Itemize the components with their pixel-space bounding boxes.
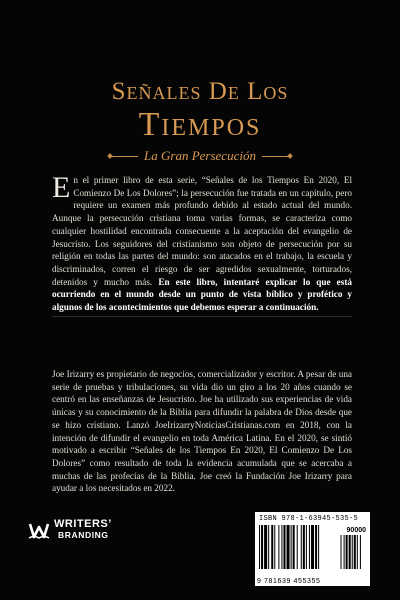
right-ornament-icon: [262, 154, 292, 158]
publisher-line-1: WRITERS’: [54, 518, 112, 530]
publisher-name: [54, 519, 112, 541]
barcode-number: 9 781639 455355: [257, 578, 321, 585]
section-divider: [52, 316, 352, 317]
title-block: [0, 78, 400, 164]
title-line-2: Tiempos: [138, 106, 262, 143]
publisher-line-2: BRANDING: [58, 530, 109, 540]
title-line-1: Señales De Los: [111, 78, 289, 105]
left-ornament-icon: [108, 154, 138, 158]
price-code: 90000: [346, 527, 366, 534]
synopsis-bold-text: En este libro, intentaré explicar lo que está ocurriendo en el mundo desde un punto de vista bíblico y profético y algunos de los acontecimientos que debemos esperar a continuación.: [52, 276, 352, 313]
author-bio: Joe Irizarry es propietario de negocios, comercializador y escritor. A pesar de una serie de pruebas y tribulaciones, su vida dio un giro a los 20 años cuando se centró en las enseñanzas de Jesucristo. Joe ha utilizado sus experiencias de vida únicas y su conocimiento de la Biblia para difundir la palabra de Dios desde que se hizo cristiano. Lanzó JoeIrizarryNoticiasCristianas.com en 2018, con la intención de difundir el evangelio en toda América Latina. En el 2020, se sintió motivado a escribir “Señales de los Tiempos En 2020, El Comienzo De Los Dolores” como resultado de toda la evidencia acumulada que se acercaba a muchas de las profecías de la Biblia. Joe creó la Fundación Joe Irizarry para ayudar a los necesitados en 2022.: [52, 369, 352, 494]
synopsis-paragraph: [52, 171, 352, 314]
synopsis-text: n el primer libro de esta serie, “Señales de los Tiempos En 2020, El Comienzo De Los Dolores”; la persecución fue tratada en un capítulo, pero requiere un examen más profundo debido al estado actual del mundo. Aunque la persecución cristiana toma varias formas, se caracteriza como cualquier hostilidad encontrada consecuente a la aceptación del evangelio de Jesucristo. Los seguidores del cristianismo son objeto de persecución por su religión en todas las partes del mundo: son atacados en el trabajo, la escuela y discriminados, corren el riesgo de ser agredidos sexualmente, torturados, detenidos y mucho más.: [52, 175, 352, 287]
drop-cap: E: [52, 171, 71, 204]
subtitle-row: [0, 148, 400, 164]
publisher-logo: [28, 519, 112, 541]
barcode-box: [255, 512, 370, 586]
open-book-w-icon: [28, 519, 50, 541]
isbn-label: ISBN 978-1-63945-535-5: [259, 515, 359, 523]
subtitle: La Gran Persecución: [144, 148, 256, 163]
